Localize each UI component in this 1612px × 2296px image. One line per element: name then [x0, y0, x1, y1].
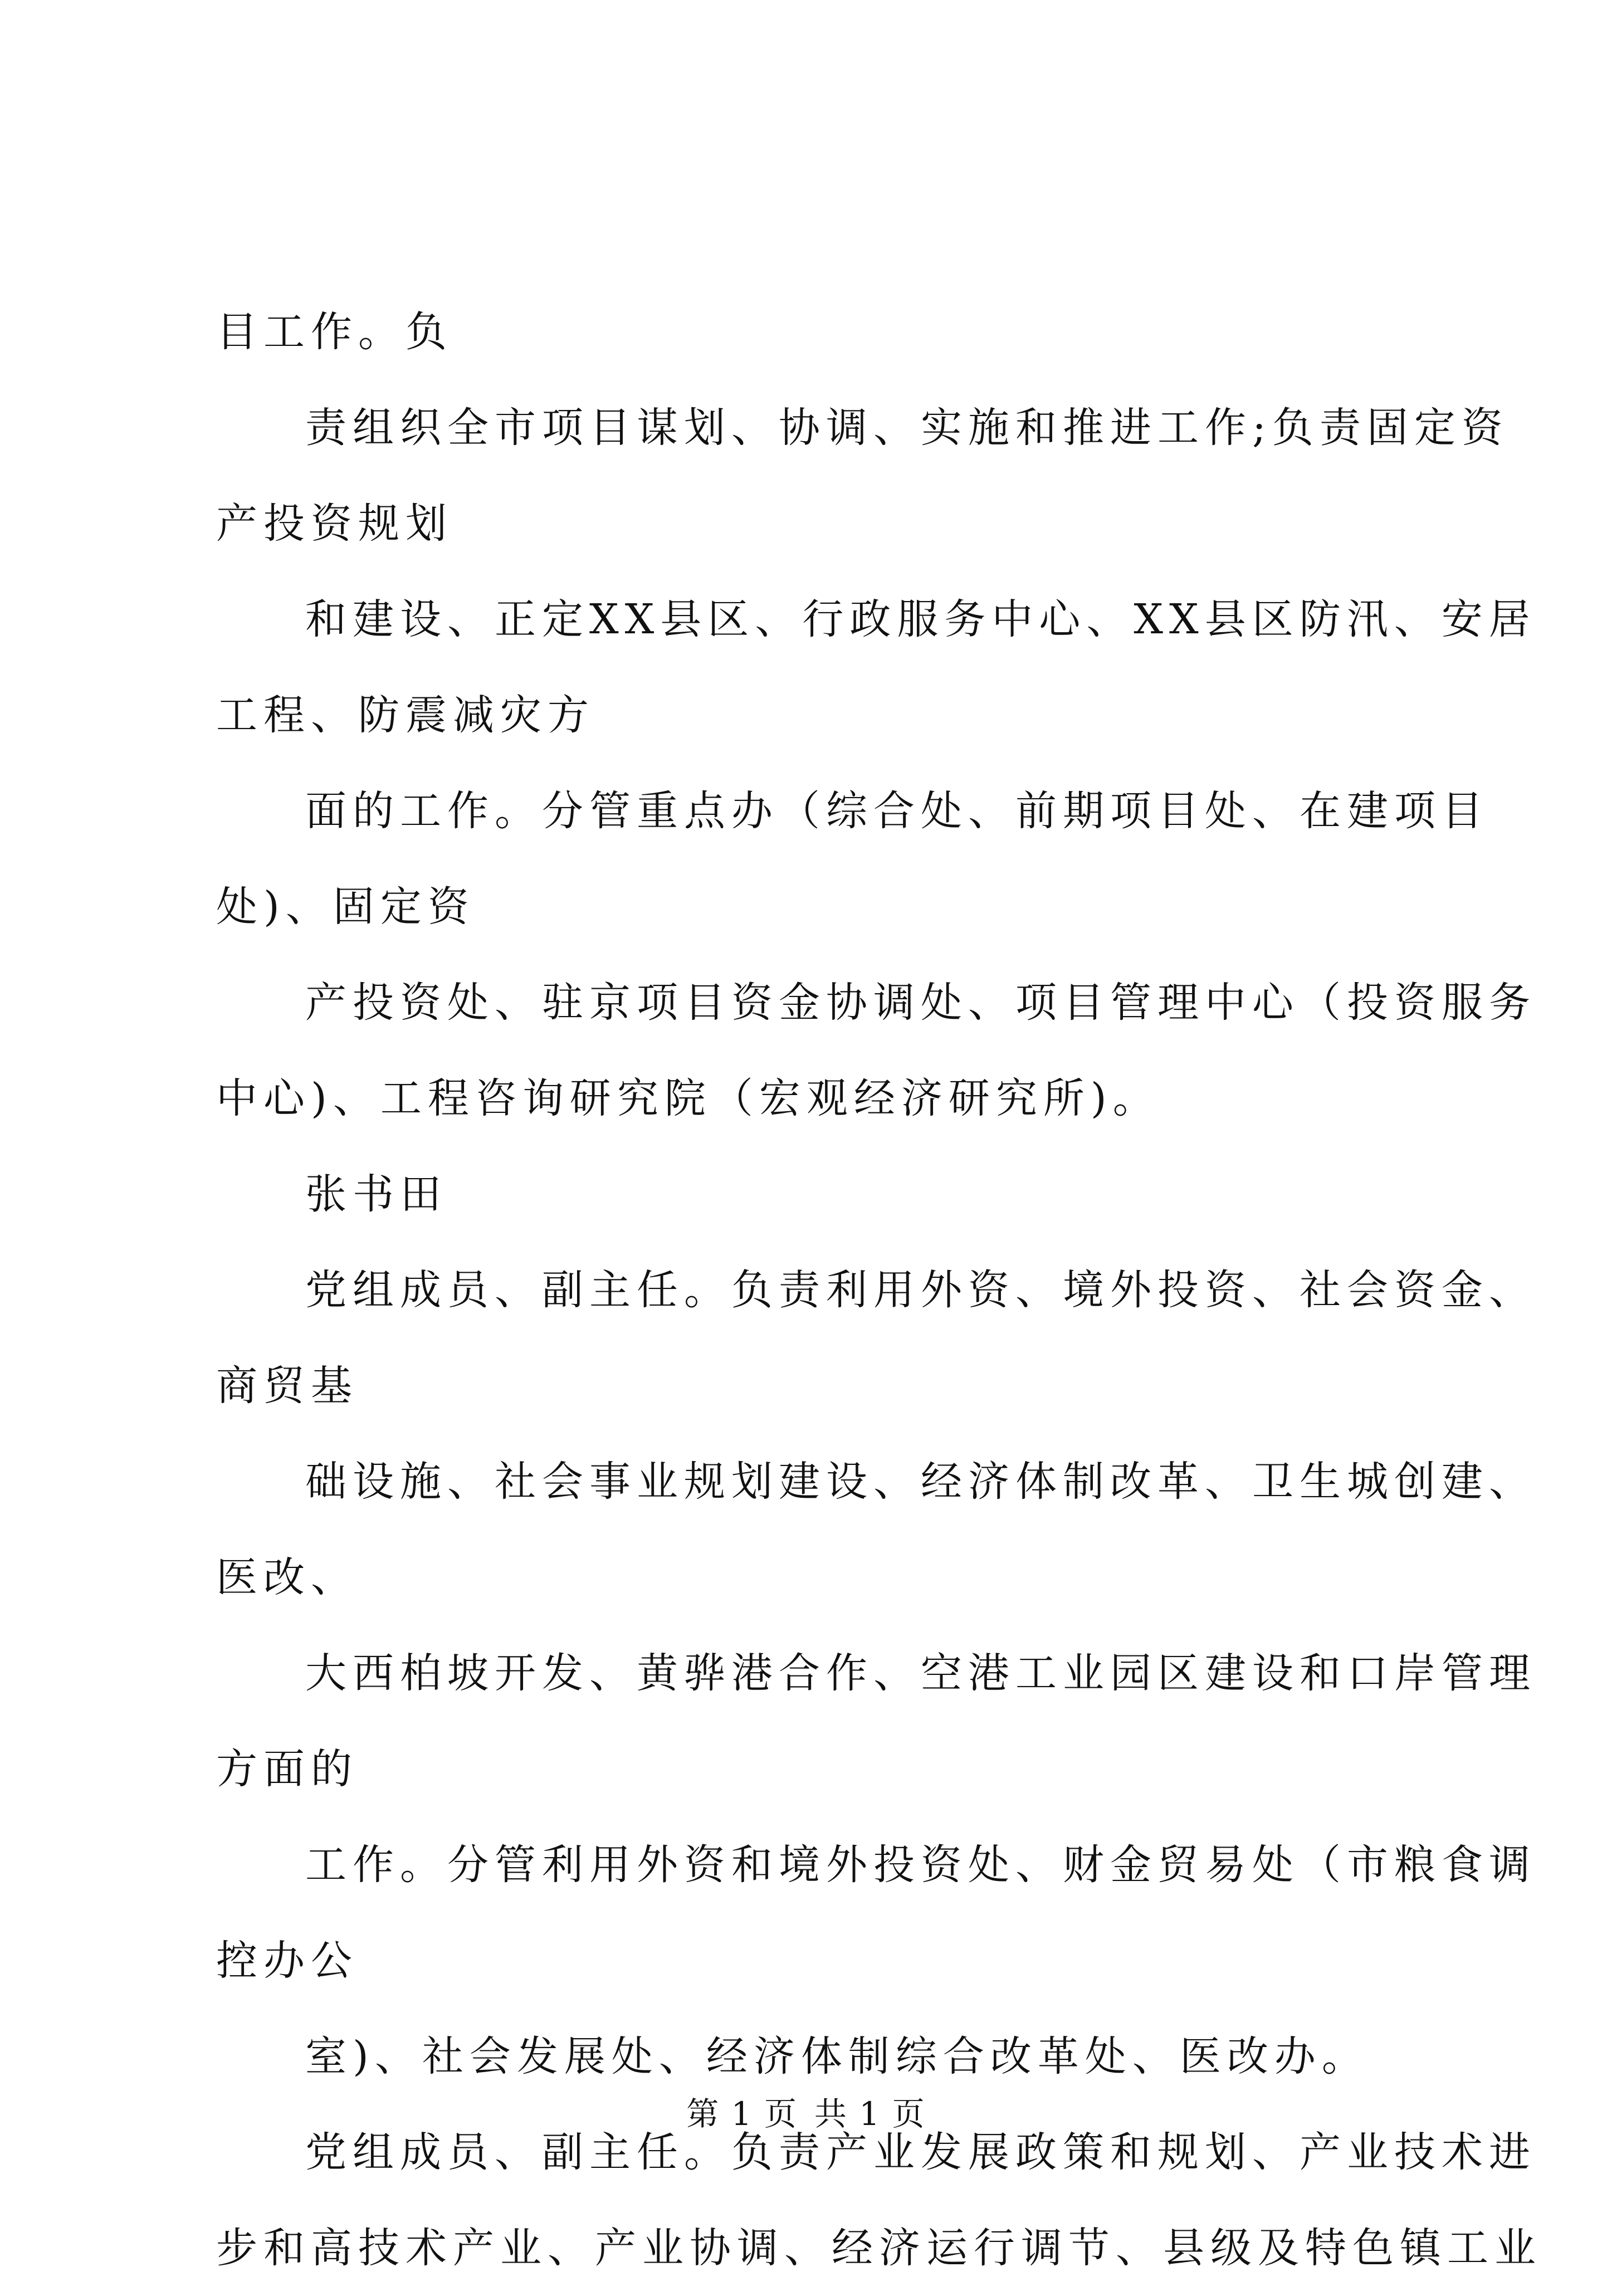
text-line: 产投资处、驻京项目资金协调处、项目管理中心（投资服务	[305, 979, 1536, 1027]
text-line: 责组织全市项目谋划、协调、实施和推进工作;负责固定资	[305, 404, 1509, 452]
text-line: 面的工作。分管重点办（综合处、前期项目处、在建项目	[305, 787, 1489, 835]
document-body	[216, 284, 1542, 2296]
page-footer	[0, 2092, 1612, 2136]
text-line: 目工作。负	[216, 308, 453, 356]
text-line: 工作。分管利用外资和境外投资处、财金贸易处（市粮食调	[305, 1841, 1536, 1889]
text-line: 础设施、社会事业规划建设、经济体制改革、卫生城创建、	[305, 1458, 1536, 1506]
text-line: 室)、社会发展处、经济体制综合改革处、医改办。	[305, 2033, 1369, 2080]
text-line: 和建设、正定XX县区、行政服务中心、XX县区防汛、安居	[305, 595, 1536, 643]
text-line: 中心)、工程咨询研究院（宏观经济研究所)。	[216, 1074, 1160, 1122]
text-line: 工程、防震减灾方	[216, 691, 595, 739]
text-line: 控办公	[216, 1937, 358, 1985]
text-line: 党组成员、副主任。负责产业发展政策和规划、产业技术进	[305, 2128, 1536, 2176]
text-line: 方面的	[216, 1745, 358, 1793]
page-total: 共 1 页	[814, 2095, 926, 2133]
text-line: 医改、	[216, 1554, 358, 1601]
text-line: 处)、固定资	[216, 883, 475, 931]
text-line: 步和高技术产业、产业协调、经济运行调节、县级及特色镇工业	[216, 2224, 1542, 2272]
text-line: 张书田	[305, 1170, 447, 1218]
text-line: 产投资规划	[216, 500, 453, 548]
page-number: 第 1 页	[686, 2095, 798, 2133]
text-line: 商贸基	[216, 1362, 358, 1410]
text-line: 大西柏坡开发、黄骅港合作、空港工业园区建设和口岸管理	[305, 1649, 1536, 1697]
text-line: 党组成员、副主任。负责利用外资、境外投资、社会资金、	[305, 1266, 1536, 1314]
